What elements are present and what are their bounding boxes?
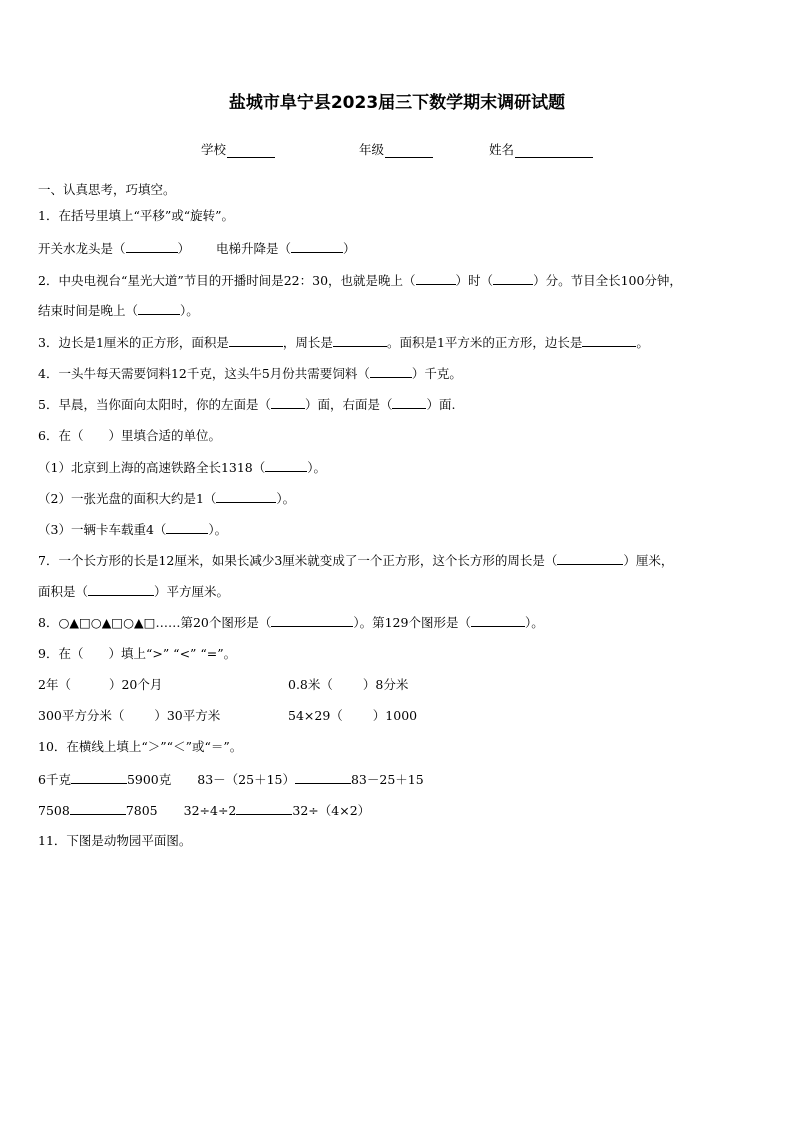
answer-blank[interactable] [291,240,343,253]
question-3: 3．边长是1厘米的正方形，面积是 ，周长是 。面积是1平方米的正方形，边长是 。 [38,335,649,350]
question-2: 2．中央电视台“星光大道”节目的开播时间是22：30，也就是晚上（ ）时（ ）分。节目全长100分钟， [38,273,682,288]
answer-blank[interactable] [582,334,636,347]
question-8: 8．○▲□○▲□○▲□……第20个图形是（ ）。第129个图形是（ ）。 [38,615,544,630]
answer-blank[interactable] [271,614,353,627]
question-9-row-1: 2年（ ）20个月 0.8米（ ）8分米 [38,677,409,692]
answer-blank[interactable] [333,334,387,347]
answer-blank[interactable] [71,677,109,689]
answer-blank[interactable] [471,614,525,627]
answer-blank[interactable] [392,396,426,409]
answer-blank[interactable] [166,521,208,534]
answer-blank[interactable] [138,302,180,315]
answer-blank[interactable] [557,552,623,565]
question-1: 1．在括号里填上“平移”或“旋转”。 [38,208,235,223]
question-7-continued: 面积是（ ）平方厘米。 [38,584,230,599]
grade-blank[interactable] [385,144,433,158]
answer-blank[interactable] [295,771,351,784]
answer-blank[interactable] [236,802,292,815]
question-9: 9．在（ ）填上“>” “<” “=”。 [38,646,237,661]
page-title: 盐城市阜宁县2023届三下数学期末调研试题 [228,93,566,113]
answer-blank[interactable] [71,771,127,784]
question-4: 4．一头牛每天需要饲料12千克，这头牛5月份共需要饲料（ ）千克。 [38,366,462,381]
answer-blank[interactable] [271,396,305,409]
student-info-row [0,140,794,158]
question-6-sub-3: （3）一辆卡车载重4（ ）。 [38,522,228,537]
question-6: 6．在（ ）里填合适的单位。 [38,428,221,443]
answer-blank[interactable] [343,708,373,720]
question-5: 5．早晨，当你面向太阳时，你的左面是（ ）面，右面是（ ）面. [38,397,456,412]
answer-blank[interactable] [70,802,126,815]
answer-blank[interactable] [416,272,456,285]
answer-blank[interactable] [88,583,154,596]
answer-blank[interactable] [370,365,412,378]
school-field [201,140,275,158]
name-label: 姓名 [489,142,515,157]
answer-blank[interactable] [216,490,276,503]
answer-blank[interactable] [124,708,154,720]
question-6-sub-1: （1）北京到上海的高速铁路全长1318（ ）。 [38,460,327,475]
answer-blank[interactable] [493,272,533,285]
question-6-sub-2: （2）一张光盘的面积大约是1（ ）。 [38,491,296,506]
grade-field [359,140,433,158]
question-10-row-1: 6千克 5900克 83－（25＋15） 83－25＋15 [38,772,424,787]
name-blank[interactable] [515,144,593,158]
question-1-answers: 开关水龙头是（ ） 电梯升降是（ ） [38,241,356,256]
answer-blank[interactable] [229,334,283,347]
answer-blank[interactable] [265,459,307,472]
school-blank[interactable] [227,144,275,158]
answer-blank[interactable] [333,677,363,689]
question-7: 7．一个长方形的长是12厘米，如果长减少3厘米就变成了一个正方形，这个长方形的周长是（ ）厘米， [38,553,674,568]
answer-blank[interactable] [126,240,178,253]
question-10-row-2: 7508 7805 32÷4÷2 32÷（4×2） [38,803,371,818]
school-label: 学校 [200,142,226,157]
question-10: 10．在横线上填上“＞”“＜”或“＝”。 [38,739,243,754]
section-heading: 一、认真思考，巧填空。 [38,182,176,197]
question-2-continued: 结束时间是晚上（ ）。 [38,303,199,318]
question-11: 11．下图是动物园平面图。 [38,833,192,848]
name-field [489,140,593,158]
question-9-row-2: 300平方分米（ ）30平方米 54×29（ ）1000 [38,708,418,723]
grade-label: 年级 [358,142,384,157]
